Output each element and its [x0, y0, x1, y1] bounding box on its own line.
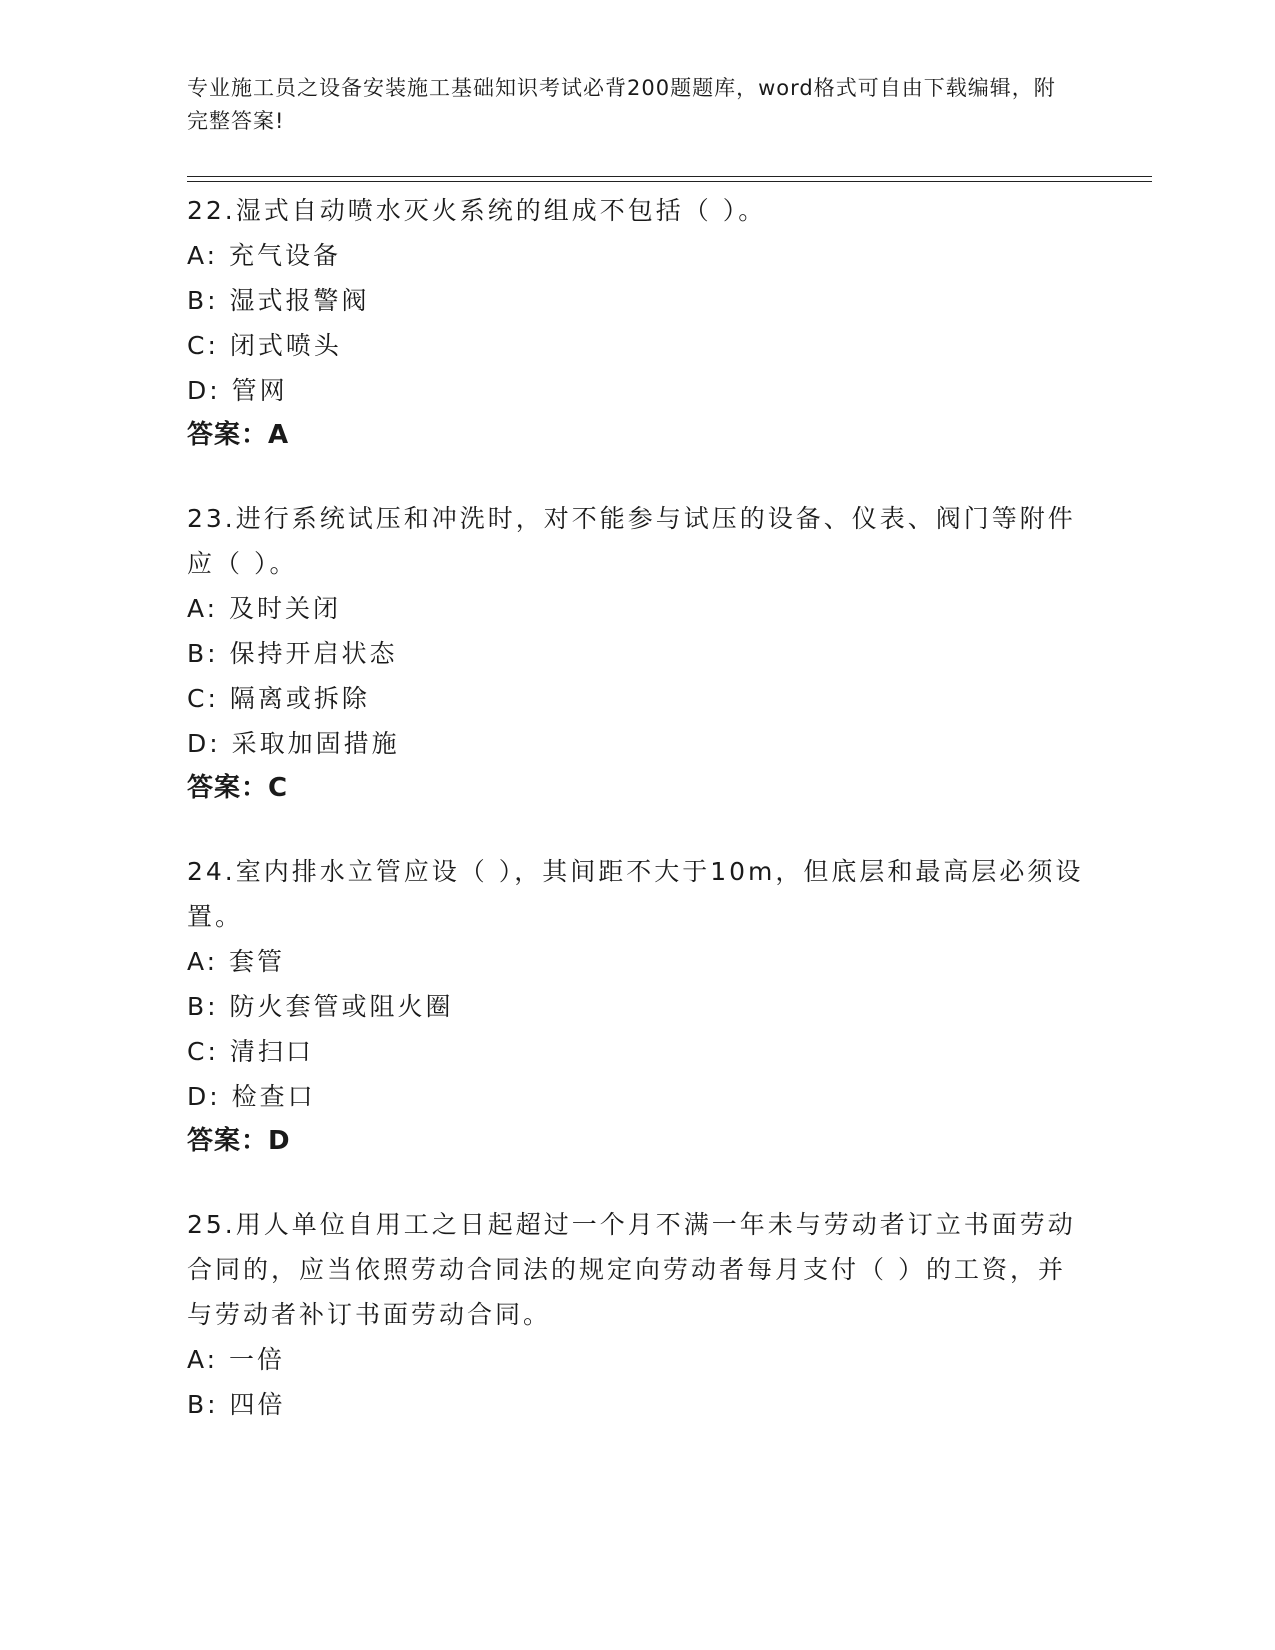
question-item — [187, 496, 1087, 811]
option-c: C: 隔离或拆除 — [187, 684, 370, 713]
option-b: B: 四倍 — [187, 1390, 286, 1419]
question-text: 25.用人单位自用工之日起超过一个月不满一年未与劳动者订立书面劳动合同的，应当依照劳动合同法的规定向劳动者每月支付（ ）的工资，并与劳动者补订书面劳动合同。 — [187, 1210, 1076, 1329]
question-item — [187, 188, 1087, 458]
question-text: 23.进行系统试压和冲洗时，对不能参与试压的设备、仪表、阀门等附件应（ ）。 — [187, 504, 1076, 578]
option-d: D: 管网 — [187, 376, 288, 405]
question-item — [187, 849, 1087, 1164]
option-c: C: 清扫口 — [187, 1037, 314, 1066]
header-divider-top — [187, 176, 1152, 177]
option-a: A: 及时关闭 — [187, 594, 342, 623]
option-d: D: 检查口 — [187, 1082, 316, 1111]
option-b: B: 保持开启状态 — [187, 639, 398, 668]
option-d: D: 采取加固措施 — [187, 729, 400, 758]
option-b: B: 防火套管或阻火圈 — [187, 992, 454, 1021]
question-text: 22.湿式自动喷水灭火系统的组成不包括（ ）。 — [187, 196, 767, 225]
answer-label: 答案：C — [187, 773, 289, 803]
option-a: A: 一倍 — [187, 1345, 286, 1374]
option-a: A: 套管 — [187, 947, 286, 976]
option-b: B: 湿式报警阀 — [187, 286, 370, 315]
document-header: 专业施工员之设备安装施工基础知识考试必背200题题库，word格式可自由下载编辑，附完整答案! — [187, 76, 1056, 133]
option-a: A: 充气设备 — [187, 241, 342, 270]
answer-label: 答案：D — [187, 1126, 291, 1156]
header-divider-bottom — [187, 181, 1152, 182]
question-item — [187, 1202, 1087, 1427]
option-c: C: 闭式喷头 — [187, 331, 342, 360]
answer-label: 答案：A — [187, 420, 290, 450]
question-text: 24.室内排水立管应设（ ），其间距不大于10m，但底层和最高层必须设置。 — [187, 857, 1084, 931]
question-list — [187, 188, 1087, 1465]
